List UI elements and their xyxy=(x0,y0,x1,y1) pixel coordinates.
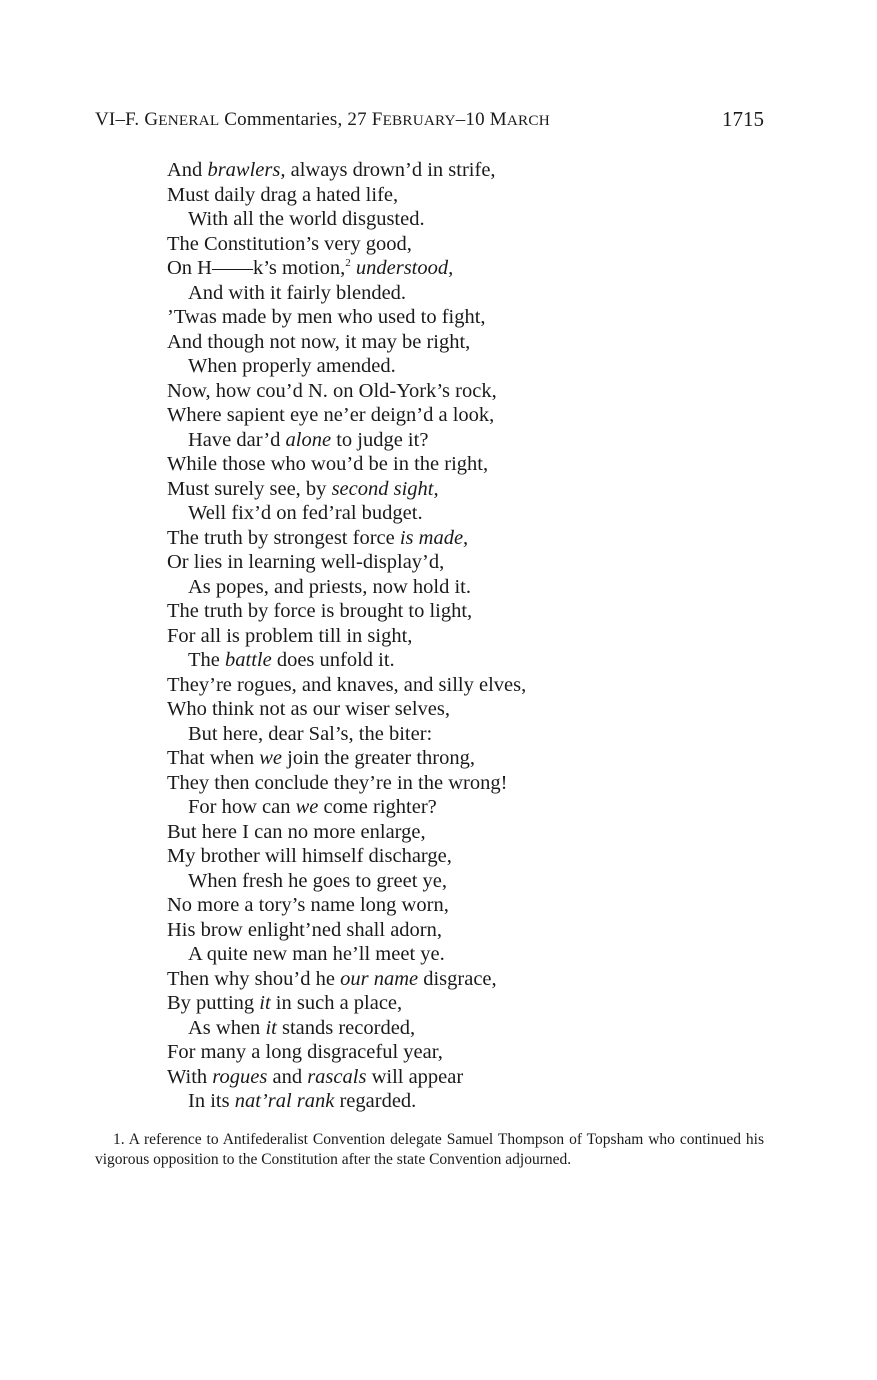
poem-line xyxy=(167,746,767,771)
poem-line xyxy=(167,1016,767,1041)
line-text: And though not now, it may be right, xyxy=(167,330,471,353)
line-text: disgrace, xyxy=(418,967,497,990)
italic-text: we xyxy=(259,747,283,769)
line-text: join the greater throng, xyxy=(282,747,475,769)
line-text: For many a long disgraceful year, xyxy=(167,1041,443,1063)
poem-line xyxy=(167,305,767,330)
poem-line xyxy=(167,281,767,306)
running-title: VI–F. GENERAL Commentaries, 27 FEBRUARY–10 MARCH xyxy=(95,109,550,130)
line-text: in such a place, xyxy=(270,992,403,1014)
italic-text: battle xyxy=(225,649,272,671)
line-text: For all is problem till in sight, xyxy=(167,624,413,647)
line-text: The xyxy=(188,649,225,671)
line-text: While those who wou’d be in the right, xyxy=(167,453,489,475)
poem-line xyxy=(167,771,767,796)
poem-line xyxy=(167,501,767,526)
poem-line xyxy=(167,1089,767,1114)
poem-line xyxy=(167,967,767,992)
line-text: Well fix’d on fed’ral budget. xyxy=(188,502,423,524)
poem-line xyxy=(167,918,767,943)
line-text: always drown’d in strife, xyxy=(285,159,496,181)
line-text: A quite new man he’ll meet ye. xyxy=(188,943,445,965)
line-text: When properly amended. xyxy=(188,355,396,377)
line-text: stands recorded, xyxy=(276,1016,416,1039)
poem-line xyxy=(167,428,767,453)
poem-line xyxy=(167,1040,767,1065)
poem-line xyxy=(167,673,767,698)
poem-line xyxy=(167,844,767,869)
italic-text: our name xyxy=(340,967,419,990)
line-text: In its xyxy=(188,1090,235,1112)
line-text: By putting xyxy=(167,992,260,1014)
line-text: come righter? xyxy=(318,796,437,818)
poem-line xyxy=(167,599,767,624)
poem-line xyxy=(167,403,767,428)
poem-line xyxy=(167,624,767,649)
line-text: The truth by strongest force xyxy=(167,526,400,549)
poem-line xyxy=(167,207,767,232)
italic-text: it xyxy=(265,1016,277,1039)
line-text: His brow enlight’ned shall adorn, xyxy=(167,918,442,941)
line-text: They then conclude they’re in the wrong! xyxy=(167,771,508,794)
italic-text: rascals xyxy=(307,1065,367,1088)
footnote-ref: 2 xyxy=(345,257,351,269)
poem-line xyxy=(167,232,767,257)
line-text: But here, dear Sal’s, the biter: xyxy=(188,722,433,745)
italic-text: alone xyxy=(285,428,332,451)
line-text: ’Twas made by men who used to fight, xyxy=(167,306,486,328)
line-text: As when xyxy=(188,1016,266,1039)
poem-line xyxy=(167,477,767,502)
italic-text: it xyxy=(259,992,271,1014)
poem-line xyxy=(167,795,767,820)
poem-line xyxy=(167,991,767,1016)
poem-line xyxy=(167,820,767,845)
poem-line xyxy=(167,550,767,575)
poem-line xyxy=(167,697,767,722)
poem-line xyxy=(167,256,767,281)
line-text: does unfold it. xyxy=(271,649,395,671)
poem-line xyxy=(167,722,767,747)
line-text: Where sapient eye ne’er deign’d a look, xyxy=(167,404,495,426)
line-text: Must surely see, by xyxy=(167,477,332,500)
poem-line xyxy=(167,893,767,918)
line-text: and xyxy=(267,1065,308,1088)
line-text: Now, how cou’d N. on Old-York’s rock, xyxy=(167,379,497,402)
italic-text: second sight, xyxy=(331,477,439,500)
running-head xyxy=(95,109,764,135)
poem-line xyxy=(167,354,767,379)
line-text: And with it fairly blended. xyxy=(188,281,407,304)
poem-line xyxy=(167,1065,767,1090)
italic-text: we xyxy=(295,796,319,818)
poem-line xyxy=(167,183,767,208)
poem-line xyxy=(167,575,767,600)
poem-line xyxy=(167,158,767,183)
italic-text: rogues xyxy=(212,1065,268,1088)
poem-line xyxy=(167,869,767,894)
line-text: will appear xyxy=(366,1065,464,1088)
italic-text: nat’ral rank xyxy=(234,1090,335,1112)
poem-line xyxy=(167,330,767,355)
line-text: regarded. xyxy=(334,1090,417,1112)
line-text: No more a tory’s name long worn, xyxy=(167,894,449,916)
italic-text: understood, xyxy=(355,257,454,279)
line-text: But here I can no more enlarge, xyxy=(167,820,426,843)
poem-line xyxy=(167,379,767,404)
line-text: For how can xyxy=(188,796,296,818)
line-text: When fresh he goes to greet ye, xyxy=(188,869,447,892)
line-text: to judge it? xyxy=(331,428,429,451)
line-text: Or lies in learning well-display’d, xyxy=(167,551,445,573)
line-text: With all the world disgusted. xyxy=(188,208,425,230)
line-text: Have dar’d xyxy=(188,428,286,451)
italic-text: is made, xyxy=(399,526,469,549)
poem-body xyxy=(167,158,767,1114)
line-text: The truth by force is brought to light, xyxy=(167,600,473,622)
italic-text: brawlers, xyxy=(207,159,286,181)
line-text: My brother will himself discharge, xyxy=(167,845,452,867)
line-text: And xyxy=(167,159,208,181)
line-text: On H——k’s motion, xyxy=(167,257,346,279)
line-text: They’re rogues, and knaves, and silly elves, xyxy=(167,673,527,696)
poem-line xyxy=(167,648,767,673)
line-text: As popes, and priests, now hold it. xyxy=(188,575,471,598)
poem-line xyxy=(167,452,767,477)
page-number: 1715 xyxy=(722,107,764,131)
line-text: That when xyxy=(167,747,260,769)
line-text: The Constitution’s very good, xyxy=(167,232,412,255)
line-text: Must daily drag a hated life, xyxy=(167,183,399,206)
poem-line xyxy=(167,526,767,551)
footnote: 1. A reference to Antifederalist Convention delegate Samuel Thompson of Topsham who continued his vigorous opposition to the Constitution after the state Convention adjourned. xyxy=(95,1131,764,1168)
line-text: With xyxy=(167,1065,213,1088)
line-text: Then why shou’d he xyxy=(167,967,341,990)
line-text: Who think not as our wiser selves, xyxy=(167,698,450,720)
poem-line xyxy=(167,942,767,967)
